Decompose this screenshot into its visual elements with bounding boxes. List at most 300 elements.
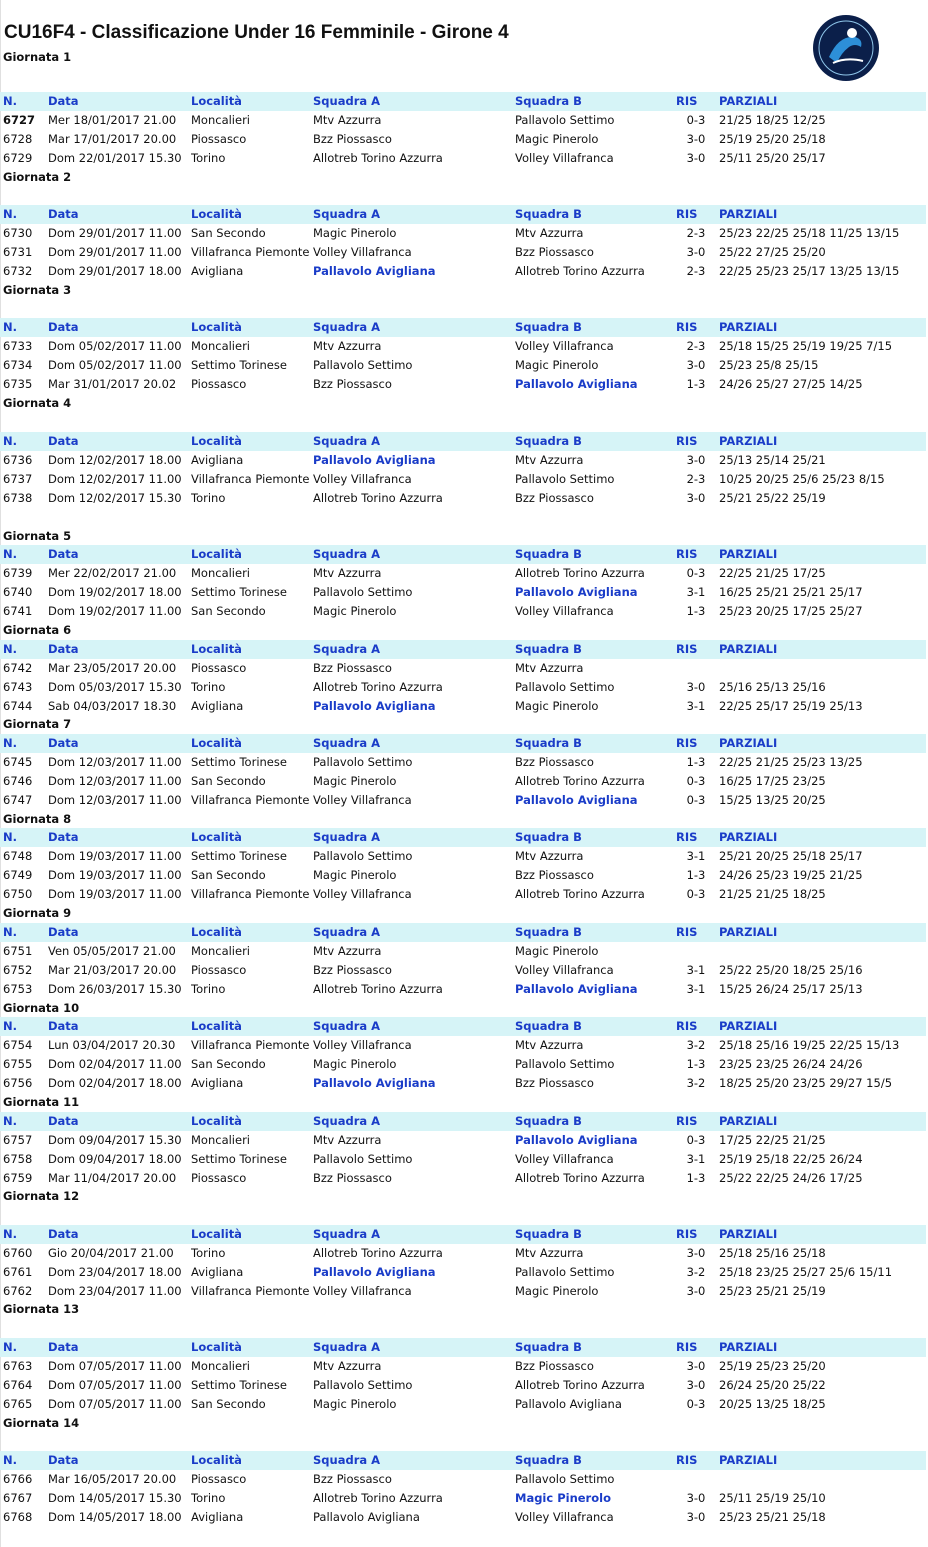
table-row — [0, 847, 926, 866]
match-result: 1-3 — [686, 755, 706, 769]
set-scores: 25/18 25/16 19/25 22/25 15/13 — [719, 1038, 900, 1052]
table-row — [0, 1489, 926, 1508]
match-number: 6751 — [3, 944, 33, 958]
match-date: Dom 22/01/2017 15.30 — [48, 151, 182, 165]
match-location: Avigliana — [191, 264, 244, 278]
team-a: Allotreb Torino Azzurra — [313, 1491, 443, 1505]
table-header-row — [0, 734, 926, 753]
set-scores: 25/23 25/8 25/15 — [719, 358, 819, 372]
match-date: Mar 31/01/2017 20.02 — [48, 377, 177, 391]
team-a: Magic Pinerolo — [313, 1057, 397, 1071]
team-a: Pallavolo Settimo — [313, 849, 413, 863]
match-location: Moncalieri — [191, 566, 251, 580]
team-a: Allotreb Torino Azzurra — [313, 1246, 443, 1260]
match-location: Piossasco — [191, 661, 247, 675]
team-b: Pallavolo Avigliana — [515, 585, 638, 599]
match-result — [668, 659, 724, 678]
match-number: 6764 — [3, 1378, 33, 1392]
match-number: 6739 — [3, 566, 33, 580]
match-date: Dom 02/04/2017 18.00 — [48, 1076, 182, 1090]
team-a: Mtv Azzurra — [313, 1133, 382, 1147]
match-location: Avigliana — [191, 453, 244, 467]
table-row — [0, 961, 926, 980]
table-header-row — [0, 545, 926, 564]
column-header-team-a: Squadra A — [313, 94, 381, 108]
match-number: 6760 — [3, 1246, 33, 1260]
table-header-row — [0, 1451, 926, 1470]
match-location: Villafranca Piemonte — [191, 1284, 310, 1298]
match-result: 3-0 — [686, 1510, 706, 1524]
team-a: Magic Pinerolo — [313, 774, 397, 788]
column-header-match-location: Località — [191, 1019, 242, 1033]
column-header-team-a: Squadra A — [313, 925, 381, 939]
column-header-match-date: Data — [48, 434, 79, 448]
team-a: Pallavolo Settimo — [313, 358, 413, 372]
match-location: Torino — [191, 1246, 226, 1260]
column-header-set-scores: PARZIALI — [719, 207, 778, 221]
match-number: 6750 — [3, 887, 33, 901]
round-label: Giornata 8 — [3, 812, 72, 826]
match-result: 3-1 — [686, 585, 706, 599]
match-result: 3-0 — [686, 1359, 706, 1373]
table-header-row — [0, 205, 926, 224]
team-a: Mtv Azzurra — [313, 339, 382, 353]
table-row — [0, 451, 926, 470]
match-result: 0-3 — [686, 566, 706, 580]
team-a: Pallavolo Avigliana — [313, 453, 436, 467]
team-a: Allotreb Torino Azzurra — [313, 491, 443, 505]
column-header-match-location: Località — [191, 207, 242, 221]
set-scores: 10/25 20/25 25/6 25/23 8/15 — [719, 472, 885, 486]
table-row — [0, 224, 926, 243]
match-result: 3-1 — [686, 982, 706, 996]
team-b: Pallavolo Settimo — [515, 1057, 615, 1071]
set-scores: 25/19 25/23 25/20 — [719, 1359, 826, 1373]
column-header-match-number: N. — [3, 1019, 17, 1033]
match-location: Settimo Torinese — [191, 358, 287, 372]
column-header-set-scores: PARZIALI — [719, 1227, 778, 1241]
match-date: Mar 16/05/2017 20.00 — [48, 1472, 177, 1486]
match-date: Dom 07/05/2017 11.00 — [48, 1378, 182, 1392]
set-scores: 25/16 25/13 25/16 — [719, 680, 826, 694]
match-location: Torino — [191, 151, 226, 165]
set-scores: 25/23 20/25 17/25 25/27 — [719, 604, 863, 618]
match-location: Settimo Torinese — [191, 1378, 287, 1392]
set-scores — [719, 942, 924, 961]
set-scores: 15/25 26/24 25/17 25/13 — [719, 982, 863, 996]
team-b: Bzz Piossasco — [515, 1076, 594, 1090]
match-date: Dom 19/03/2017 11.00 — [48, 868, 182, 882]
column-header-team-a: Squadra A — [313, 830, 381, 844]
match-result: 3-1 — [686, 1152, 706, 1166]
set-scores: 20/25 13/25 18/25 — [719, 1397, 826, 1411]
column-header-set-scores: PARZIALI — [719, 547, 778, 561]
set-scores: 25/18 15/25 25/19 19/25 7/15 — [719, 339, 893, 353]
column-header-team-a: Squadra A — [313, 642, 381, 656]
match-result: 0-3 — [686, 774, 706, 788]
match-location: Settimo Torinese — [191, 755, 287, 769]
match-result: 3-0 — [686, 358, 706, 372]
set-scores: 25/11 25/19 25/10 — [719, 1491, 826, 1505]
column-header-team-a: Squadra A — [313, 736, 381, 750]
team-b: Volley Villafranca — [515, 1152, 614, 1166]
set-scores: 25/11 25/20 25/17 — [719, 151, 826, 165]
match-date: Dom 19/03/2017 11.00 — [48, 849, 182, 863]
match-result — [668, 1470, 724, 1489]
match-result: 0-3 — [686, 1133, 706, 1147]
match-location: Avigliana — [191, 1076, 244, 1090]
match-number: 6738 — [3, 491, 33, 505]
match-number: 6731 — [3, 245, 33, 259]
column-header-team-b: Squadra B — [515, 434, 582, 448]
table-row — [0, 375, 926, 394]
match-result: 1-3 — [686, 1057, 706, 1071]
team-a: Allotreb Torino Azzurra — [313, 151, 443, 165]
column-header-match-number: N. — [3, 1453, 17, 1467]
match-location: Settimo Torinese — [191, 849, 287, 863]
team-b: Magic Pinerolo — [515, 358, 599, 372]
column-header-team-b: Squadra B — [515, 94, 582, 108]
match-date: Dom 23/04/2017 18.00 — [48, 1265, 182, 1279]
match-location: Villafranca Piemonte — [191, 1038, 310, 1052]
set-scores: 25/23 22/25 25/18 11/25 13/15 — [719, 226, 900, 240]
match-result: 3-1 — [686, 849, 706, 863]
column-header-match-number: N. — [3, 925, 17, 939]
column-header-team-a: Squadra A — [313, 1453, 381, 1467]
column-header-match-number: N. — [3, 547, 17, 561]
table-row — [0, 697, 926, 716]
table-header-row — [0, 432, 926, 451]
round-label: Giornata 4 — [3, 396, 72, 410]
match-location: Settimo Torinese — [191, 585, 287, 599]
match-result: 3-2 — [686, 1265, 706, 1279]
match-date: Dom 09/04/2017 18.00 — [48, 1152, 182, 1166]
column-header-match-date: Data — [48, 320, 79, 334]
set-scores: 25/21 20/25 25/18 25/17 — [719, 849, 863, 863]
match-date: Dom 12/03/2017 11.00 — [48, 793, 182, 807]
match-number: 6735 — [3, 377, 33, 391]
team-b: Volley Villafranca — [515, 151, 614, 165]
match-number: 6748 — [3, 849, 33, 863]
team-a: Mtv Azzurra — [313, 566, 382, 580]
round-label: Giornata 5 — [3, 529, 72, 543]
column-header-team-a: Squadra A — [313, 547, 381, 561]
team-b: Mtv Azzurra — [515, 849, 584, 863]
match-date: Sab 04/03/2017 18.30 — [48, 699, 177, 713]
match-location: Piossasco — [191, 132, 247, 146]
column-header-match-number: N. — [3, 830, 17, 844]
table-row — [0, 866, 926, 885]
page-title: CU16F4 - Classificazione Under 16 Femminile - Girone 4 — [4, 22, 509, 43]
match-date: Mer 18/01/2017 21.00 — [48, 113, 177, 127]
team-a: Pallavolo Settimo — [313, 755, 413, 769]
team-a: Bzz Piossasco — [313, 1472, 392, 1486]
table-row — [0, 753, 926, 772]
column-header-team-b: Squadra B — [515, 1019, 582, 1033]
match-number: 6740 — [3, 585, 33, 599]
match-location: Villafranca Piemonte — [191, 245, 310, 259]
column-header-match-result: RIS — [676, 1340, 698, 1354]
team-b: Bzz Piossasco — [515, 491, 594, 505]
match-date: Mar 11/04/2017 20.00 — [48, 1171, 177, 1185]
match-number: 6736 — [3, 453, 33, 467]
column-header-match-number: N. — [3, 434, 17, 448]
match-result: 0-3 — [686, 887, 706, 901]
set-scores: 25/18 23/25 25/27 25/6 15/11 — [719, 1265, 893, 1279]
column-header-match-result: RIS — [676, 1453, 698, 1467]
table-header-row — [0, 640, 926, 659]
team-b: Pallavolo Settimo — [515, 472, 615, 486]
match-number: 6758 — [3, 1152, 33, 1166]
table-row — [0, 1357, 926, 1376]
column-header-match-date: Data — [48, 1453, 79, 1467]
column-header-match-number: N. — [3, 642, 17, 656]
match-result: 3-0 — [686, 245, 706, 259]
match-number: 6752 — [3, 963, 33, 977]
table-header-row — [0, 828, 926, 847]
match-location: San Secondo — [191, 1397, 266, 1411]
match-number: 6727 — [3, 113, 36, 127]
column-header-match-location: Località — [191, 320, 242, 334]
column-header-match-location: Località — [191, 1114, 242, 1128]
table-row — [0, 337, 926, 356]
match-result: 3-1 — [686, 963, 706, 977]
column-header-match-date: Data — [48, 547, 79, 561]
team-b: Magic Pinerolo — [515, 132, 599, 146]
match-date: Dom 14/05/2017 18.00 — [48, 1510, 182, 1524]
team-a: Pallavolo Avigliana — [313, 1265, 436, 1279]
match-location: Moncalieri — [191, 1359, 251, 1373]
set-scores: 25/23 25/21 25/18 — [719, 1510, 826, 1524]
team-b: Pallavolo Avigliana — [515, 377, 638, 391]
team-b: Pallavolo Settimo — [515, 113, 615, 127]
match-location: San Secondo — [191, 1057, 266, 1071]
match-number: 6728 — [3, 132, 33, 146]
team-b: Mtv Azzurra — [515, 1246, 584, 1260]
team-a: Mtv Azzurra — [313, 944, 382, 958]
match-date: Dom 05/02/2017 11.00 — [48, 358, 182, 372]
column-header-match-date: Data — [48, 1019, 79, 1033]
match-result: 3-2 — [686, 1076, 706, 1090]
set-scores: 24/26 25/27 27/25 14/25 — [719, 377, 863, 391]
team-a: Volley Villafranca — [313, 1284, 412, 1298]
match-location: Piossasco — [191, 1171, 247, 1185]
match-date: Dom 12/02/2017 11.00 — [48, 472, 182, 486]
match-location: San Secondo — [191, 868, 266, 882]
match-date: Dom 09/04/2017 15.30 — [48, 1133, 182, 1147]
table-header-row — [0, 318, 926, 337]
table-row — [0, 885, 926, 904]
team-b: Mtv Azzurra — [515, 453, 584, 467]
match-location: Avigliana — [191, 1510, 244, 1524]
table-header-row — [0, 1112, 926, 1131]
match-location: San Secondo — [191, 226, 266, 240]
match-number: 6761 — [3, 1265, 33, 1279]
match-number: 6747 — [3, 793, 33, 807]
team-a: Pallavolo Settimo — [313, 585, 413, 599]
set-scores: 21/25 21/25 18/25 — [719, 887, 826, 901]
match-result: 2-3 — [686, 472, 706, 486]
match-location: Villafranca Piemonte — [191, 887, 310, 901]
set-scores: 25/22 22/25 24/26 17/25 — [719, 1171, 863, 1185]
team-a: Pallavolo Avigliana — [313, 1076, 436, 1090]
match-number: 6734 — [3, 358, 33, 372]
set-scores: 25/23 25/21 25/19 — [719, 1284, 826, 1298]
match-number: 6768 — [3, 1510, 33, 1524]
match-result: 1-3 — [686, 1171, 706, 1185]
column-header-set-scores: PARZIALI — [719, 434, 778, 448]
match-result: 0-3 — [686, 1397, 706, 1411]
table-row — [0, 356, 926, 375]
column-header-match-number: N. — [3, 320, 17, 334]
table-row — [0, 130, 926, 149]
set-scores: 22/25 21/25 25/23 13/25 — [719, 755, 863, 769]
table-row — [0, 1150, 926, 1169]
column-header-team-a: Squadra A — [313, 207, 381, 221]
match-date: Dom 19/02/2017 18.00 — [48, 585, 182, 599]
team-a: Allotreb Torino Azzurra — [313, 982, 443, 996]
team-a: Volley Villafranca — [313, 793, 412, 807]
column-header-match-result: RIS — [676, 830, 698, 844]
round-label: Giornata 14 — [3, 1416, 80, 1430]
team-a: Volley Villafranca — [313, 1038, 412, 1052]
team-a: Volley Villafranca — [313, 245, 412, 259]
column-header-match-number: N. — [3, 736, 17, 750]
team-b: Bzz Piossasco — [515, 868, 594, 882]
team-b: Mtv Azzurra — [515, 661, 584, 675]
column-header-team-b: Squadra B — [515, 1227, 582, 1241]
match-result: 3-0 — [686, 1284, 706, 1298]
match-number: 6755 — [3, 1057, 33, 1071]
column-header-team-a: Squadra A — [313, 1114, 381, 1128]
team-a: Magic Pinerolo — [313, 1397, 397, 1411]
team-b: Pallavolo Settimo — [515, 1472, 615, 1486]
team-b: Volley Villafranca — [515, 604, 614, 618]
team-b: Magic Pinerolo — [515, 944, 599, 958]
match-number: 6763 — [3, 1359, 33, 1373]
match-number: 6746 — [3, 774, 33, 788]
team-a: Magic Pinerolo — [313, 604, 397, 618]
column-header-match-result: RIS — [676, 642, 698, 656]
set-scores: 15/25 13/25 20/25 — [719, 793, 826, 807]
round-label: Giornata 6 — [3, 623, 72, 637]
match-number: 6757 — [3, 1133, 33, 1147]
column-header-match-result: RIS — [676, 1227, 698, 1241]
match-number: 6737 — [3, 472, 33, 486]
match-result: 3-0 — [686, 151, 706, 165]
set-scores: 23/25 23/25 26/24 24/26 — [719, 1057, 863, 1071]
match-date: Dom 19/02/2017 11.00 — [48, 604, 182, 618]
table-row — [0, 1470, 926, 1489]
match-date: Gio 20/04/2017 21.00 — [48, 1246, 174, 1260]
round-label: Giornata 7 — [3, 717, 72, 731]
column-header-team-b: Squadra B — [515, 1114, 582, 1128]
match-number: 6744 — [3, 699, 33, 713]
team-b: Volley Villafranca — [515, 339, 614, 353]
match-result: 3-0 — [686, 453, 706, 467]
column-header-match-date: Data — [48, 94, 79, 108]
column-header-set-scores: PARZIALI — [719, 1340, 778, 1354]
column-header-team-b: Squadra B — [515, 1453, 582, 1467]
column-header-match-result: RIS — [676, 1114, 698, 1128]
table-header-row — [0, 92, 926, 111]
team-b: Pallavolo Settimo — [515, 1265, 615, 1279]
round-label: Giornata 3 — [3, 283, 72, 297]
team-b: Allotreb Torino Azzurra — [515, 1171, 645, 1185]
column-header-set-scores: PARZIALI — [719, 1114, 778, 1128]
match-date: Dom 07/05/2017 11.00 — [48, 1397, 182, 1411]
team-b: Volley Villafranca — [515, 963, 614, 977]
match-date: Mar 17/01/2017 20.00 — [48, 132, 177, 146]
column-header-set-scores: PARZIALI — [719, 642, 778, 656]
table-row — [0, 772, 926, 791]
column-header-match-date: Data — [48, 830, 79, 844]
match-number: 6749 — [3, 868, 33, 882]
table-row — [0, 678, 926, 697]
match-date: Lun 03/04/2017 20.30 — [48, 1038, 176, 1052]
match-number: 6733 — [3, 339, 33, 353]
match-date: Dom 12/02/2017 15.30 — [48, 491, 182, 505]
match-date: Dom 12/02/2017 18.00 — [48, 453, 182, 467]
match-number: 6759 — [3, 1171, 33, 1185]
column-header-match-location: Località — [191, 830, 242, 844]
match-number: 6732 — [3, 264, 33, 278]
match-result: 3-0 — [686, 491, 706, 505]
team-b: Magic Pinerolo — [515, 1491, 611, 1505]
round-label: Giornata 12 — [3, 1189, 80, 1203]
team-a: Pallavolo Avigliana — [313, 264, 436, 278]
match-location: Villafranca Piemonte — [191, 793, 310, 807]
match-location: Villafranca Piemonte — [191, 472, 310, 486]
team-a: Volley Villafranca — [313, 472, 412, 486]
column-header-match-location: Località — [191, 547, 242, 561]
table-row — [0, 262, 926, 281]
set-scores — [719, 659, 924, 678]
column-header-team-b: Squadra B — [515, 925, 582, 939]
table-row — [0, 602, 926, 621]
match-number: 6756 — [3, 1076, 33, 1090]
set-scores: 16/25 25/21 25/21 25/17 — [719, 585, 863, 599]
column-header-set-scores: PARZIALI — [719, 94, 778, 108]
team-b: Allotreb Torino Azzurra — [515, 1378, 645, 1392]
team-b: Allotreb Torino Azzurra — [515, 887, 645, 901]
column-header-match-result: RIS — [676, 94, 698, 108]
match-number: 6767 — [3, 1491, 33, 1505]
match-date: Mar 23/05/2017 20.00 — [48, 661, 177, 675]
column-header-set-scores: PARZIALI — [719, 320, 778, 334]
team-a: Magic Pinerolo — [313, 226, 397, 240]
match-location: Moncalieri — [191, 339, 251, 353]
team-b: Bzz Piossasco — [515, 245, 594, 259]
match-date: Dom 29/01/2017 11.00 — [48, 245, 182, 259]
team-a: Pallavolo Avigliana — [313, 699, 436, 713]
set-scores: 25/21 25/22 25/19 — [719, 491, 826, 505]
table-row — [0, 1263, 926, 1282]
match-result: 3-0 — [686, 132, 706, 146]
round-label: Giornata 11 — [3, 1095, 80, 1109]
column-header-match-location: Località — [191, 1227, 242, 1241]
column-header-match-number: N. — [3, 1114, 17, 1128]
table-row — [0, 1244, 926, 1263]
match-result: 2-3 — [686, 339, 706, 353]
team-b: Pallavolo Avigliana — [515, 1397, 622, 1411]
team-a: Mtv Azzurra — [313, 113, 382, 127]
column-header-team-b: Squadra B — [515, 736, 582, 750]
set-scores: 18/25 25/20 23/25 29/27 15/5 — [719, 1076, 893, 1090]
table-row — [0, 1282, 926, 1301]
round-label: Giornata 13 — [3, 1302, 80, 1316]
column-header-match-date: Data — [48, 1340, 79, 1354]
